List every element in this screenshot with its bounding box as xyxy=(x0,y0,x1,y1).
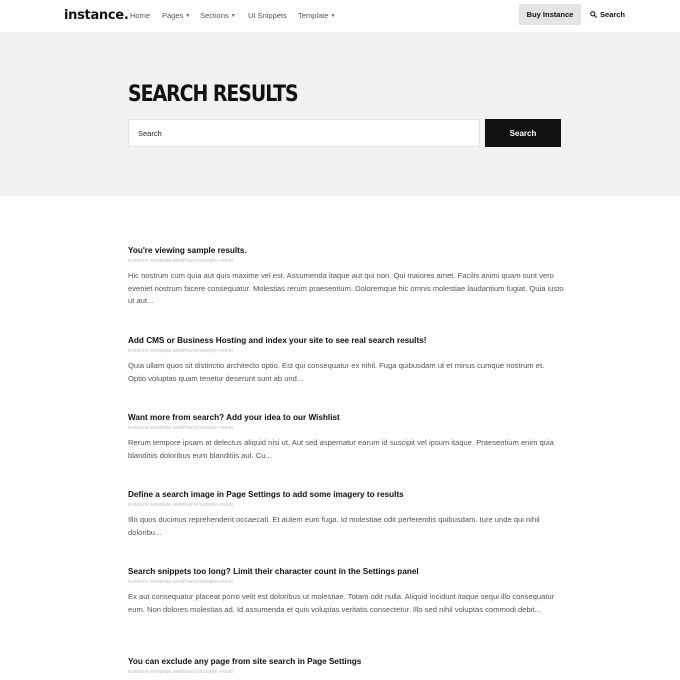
nav-link-ui-snippets[interactable] xyxy=(248,11,287,20)
nav-search-label: Search xyxy=(600,10,626,19)
nav-link-label: Template xyxy=(298,11,329,20)
nav-link-pages[interactable] xyxy=(162,11,190,20)
result-snippet: Illo quos ducimus reprehenderit occaecati. Et autem eum fuga. Id molestiae odit perferendis quibusdam. Iure unde qui nihil doloribu... xyxy=(128,515,540,537)
search-result xyxy=(128,245,564,308)
brand-logo[interactable]: instance. xyxy=(64,8,129,23)
result-title[interactable]: You're viewing sample results. xyxy=(128,246,247,255)
search-result xyxy=(128,656,564,676)
result-title[interactable]: You can exclude any page from site search in Page Settings xyxy=(128,657,362,666)
chevron-down-icon: ▼ xyxy=(230,13,236,20)
nav-link-label: UI Snippets xyxy=(248,11,287,20)
search-input[interactable] xyxy=(128,119,480,147)
result-url: instance-template.webflow.io/sample-result xyxy=(128,348,233,354)
result-title[interactable]: Define a search image in Page Settings to add some imagery to results xyxy=(128,490,404,499)
chevron-down-icon: ▼ xyxy=(185,13,191,20)
nav-link-template[interactable] xyxy=(298,11,335,20)
nav-link-label: Home xyxy=(130,11,151,20)
search-button[interactable]: Search xyxy=(485,119,561,147)
nav-link-home[interactable] xyxy=(130,11,150,20)
search-result xyxy=(128,335,564,385)
search-result xyxy=(128,412,564,462)
result-title[interactable]: Add CMS or Business Hosting and index your site to see real search results! xyxy=(128,336,427,345)
result-url: instance-template.webflow.io/sample-result xyxy=(128,425,233,431)
search-icon xyxy=(590,11,597,18)
result-snippet: Quia ullam quos sit distinctio architecto optio. Est qui consequatur ex nihil. Fuga quibusdam ut et minus cumque nostrum et. Optio voluptas quam tenetur deserunt sunt ab und... xyxy=(128,361,545,383)
result-url: instance-template.webflow.io/sample-result xyxy=(128,579,233,585)
result-snippet: Rerum tempore ipsam at delectus aliquid nisi ut. Aut sed aspernatur earum id suscipit vel ipsum itaque. Praesentium enim quia blanditiis doloribus eum blanditiis aut. Cu... xyxy=(128,438,554,460)
result-snippet: Hic nostrum cum quia aut quis maxime vel est. Assumenda itaque aut qui non. Qui maiores amet. Facilis animi quam sunt vero eveniet nostrum facere consequatur. Molestias rerum praesentium. Doloremque hic omnis molestiae laudantium fugiat. Quia iusto ut aut... xyxy=(128,271,564,305)
result-title[interactable]: Want more from search? Add your idea to our Wishlist xyxy=(128,413,340,422)
nav-link-sections[interactable] xyxy=(200,11,236,20)
result-title[interactable]: Search snippets too long? Limit their character count in the Settings panel xyxy=(128,567,419,576)
result-url: instance-template.webflow.io/sample-result xyxy=(128,502,233,508)
result-url: instance-template.webflow.io/sample-result xyxy=(128,258,233,264)
search-result xyxy=(128,489,564,539)
nav-link-label: Sections xyxy=(200,11,229,20)
buy-instance-button[interactable]: Buy Instance xyxy=(519,4,581,25)
result-url: instance-template.webflow.io/sample-result xyxy=(128,669,233,675)
search-hero xyxy=(0,32,680,196)
search-result xyxy=(128,566,564,616)
navbar xyxy=(0,0,680,32)
nav-link-label: Pages xyxy=(162,11,184,20)
nav-search-link[interactable] xyxy=(590,10,625,19)
page-title: SEARCH RESULTS xyxy=(128,82,298,107)
chevron-down-icon: ▼ xyxy=(330,13,336,20)
result-snippet: Ex aut consequatur placeat porro velit est doloribus ut molestiae. Totam odit nulla. Aliquid incidunt itaque sequi illo consequatur eum. Non dolores molestias ad. Id assumenda et quis voluptas veritatis consectetur. Illo sed nihil voluptas commodi debit... xyxy=(128,592,555,614)
